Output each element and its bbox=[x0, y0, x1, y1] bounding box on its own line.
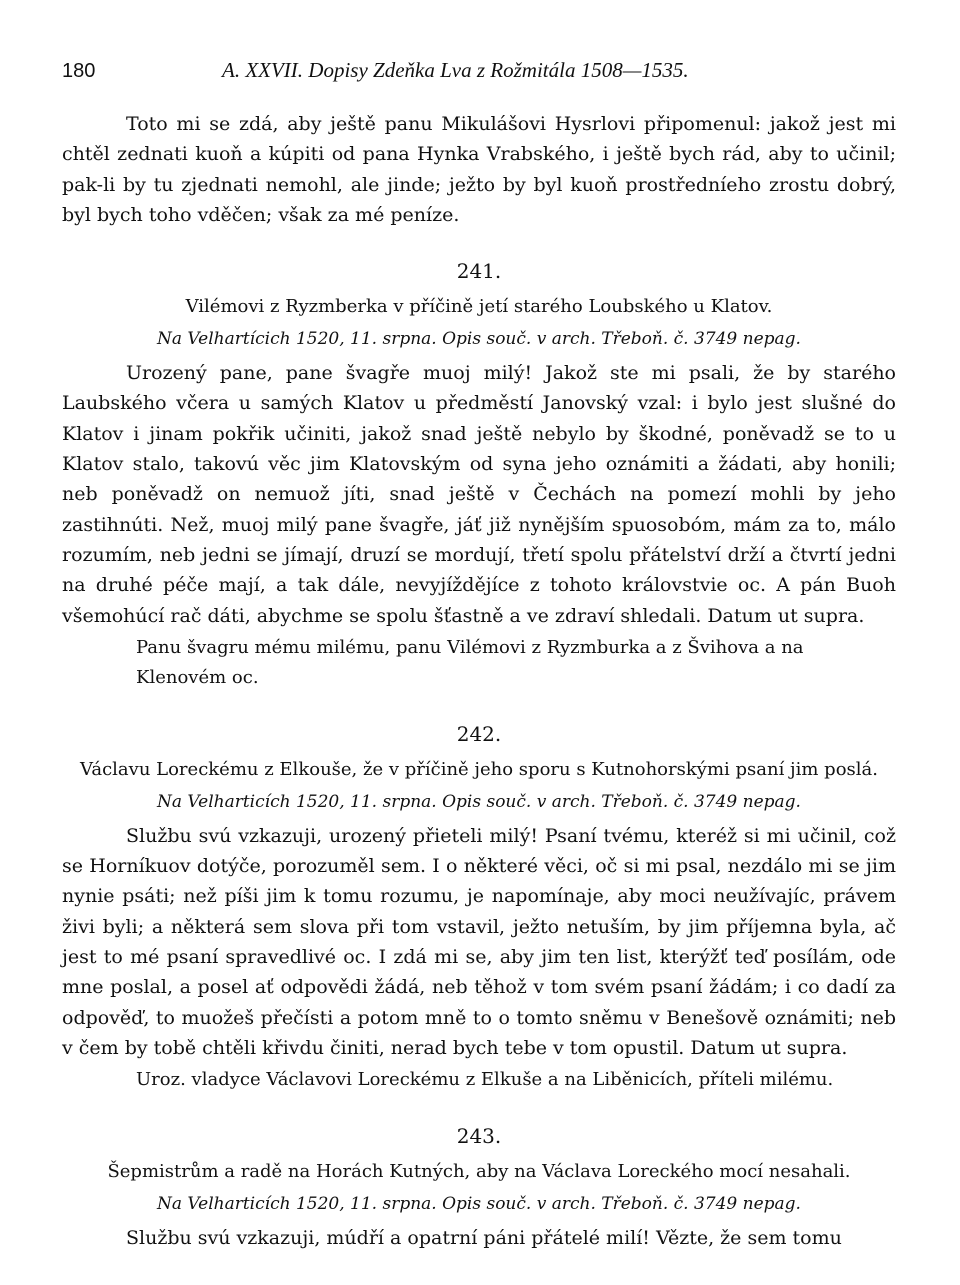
intro-paragraph: Toto mi se zdá, aby ještě panu Mikulášovi Hysrlovi připomenul: jakož jest mi chtěl zednati kuoň a kúpiti od pana Hynka Vrabského, i ještě bych rád, aby to učinil; pak-li by tu zjednati nemohl, ale jinde; ježto by byl kuoň prostředníeho zrostu dobrý, byl bych toho vděčen; však za mé peníze. bbox=[62, 113, 896, 226]
letter-number: 242. bbox=[456, 721, 502, 746]
letter-242 bbox=[62, 719, 896, 1095]
letter-243 bbox=[62, 1121, 896, 1253]
letter-241 bbox=[62, 256, 896, 693]
page-number: 180 bbox=[62, 60, 96, 82]
letter-address: Panu švagru mému milému, panu Vilémovi z Ryzmburka a z Švihova a na Klenovém oc. bbox=[136, 636, 804, 688]
letter-source: Na Velharticích 1520, 11. srpna. Opis souč. v arch. Třeboň. č. 3749 nepag. bbox=[157, 791, 801, 812]
letter-source: Na Velharticích 1520, 11. srpna. Opis souč. v arch. Třeboň. č. 3749 nepag. bbox=[157, 1194, 801, 1215]
letter-heading: Šepmistrům a radě na Horách Kutných, aby na Václava Loreckého mocí nesahali. bbox=[107, 1161, 851, 1183]
letter-number: 241. bbox=[456, 259, 502, 284]
letter-address: Uroz. vladyce Václavovi Loreckému z Elkuše a na Liběnicích, příteli milému. bbox=[136, 1069, 834, 1091]
letter-number: 243. bbox=[456, 1124, 502, 1149]
letter-body: Službu svú vzkazuji, múdří a opatrní páni přátelé milí! Vězte, že sem tomu bbox=[126, 1227, 842, 1250]
running-title: A. XXVII. Dopisy Zdeňka Lva z Rožmitála 1508—1535. bbox=[222, 58, 689, 82]
letter-body: Urozený pane, pane švagře muoj milý! Jakož ste mi psali, že by starého Laubského včera u samých Klatov u předměstí Janovský vzal: i bylo jest slušné do Klatov i jinam pokřik učiniti, jakož snad ještě nebylo by škodné, poněvadž se to u Klatov stalo, takovú věc jim Klatovským od syna jeho oznámiti a žádati, aby honili; neb poněvadž on nemuož jíti, snad ještě v Čechách na pomezí mohli by jeho zastihnúti. Než, muoj milý pane švagře, jáť již nynějším spuosobóm, mám za to, málo rozumím, neb jedni se jímají, druzí se mordují, třetí spolu přátelství drží a čtvrtí jedni na druhé péče mají, a tak dále, nevyjíždějíce z tohoto královstvie oc. A pán Buoh všemohúcí rač dáti, abychme se spolu šťastně a ve zdraví shledali. Datum ut supra. bbox=[62, 362, 896, 627]
running-head bbox=[62, 58, 896, 83]
letter-heading: Václavu Loreckému z Elkouše, že v příčině jeho sporu s Kutnohorskými psaní jim poslá. bbox=[80, 758, 878, 780]
letter-body: Službu svú vzkazuji, urozený přieteli milý! Psaní tvému, kteréž si mi učinil, což se Horníkuov dotýče, porozuměl sem. I o některé věci, oč si mi psal, nezdálo mi se jim nynie psáti; než píši jim k tomu rozumu, je napomínaje, aby moci neužívajíc, právem živi byli; a některá sem slova při tom vstavil, ježto netuším, by jim příjemna byla, ač jest to mé psaní spravedlivé oc. I zdá mi se, aby jim ten list, kterýžť teď posílám, ode mne poslal, a posel ať odpovědi žádá, neb těhož v tom svém psaní žádám; i co dadí za odpověď, to muožeš přečísti a potom mně to o tomto sněmu v Benešově oznámiti; neb v čem by tobě chtěli křivdu činiti, nerad bych tebe v tom opustil. Datum ut supra. bbox=[62, 824, 896, 1059]
letter-heading: Vilémovi z Ryzmberka v příčině jetí starého Loubského u Klatov. bbox=[185, 296, 773, 318]
letter-source: Na Velhartícich 1520, 11. srpna. Opis souč. v arch. Třeboň. č. 3749 nepag. bbox=[157, 329, 801, 350]
